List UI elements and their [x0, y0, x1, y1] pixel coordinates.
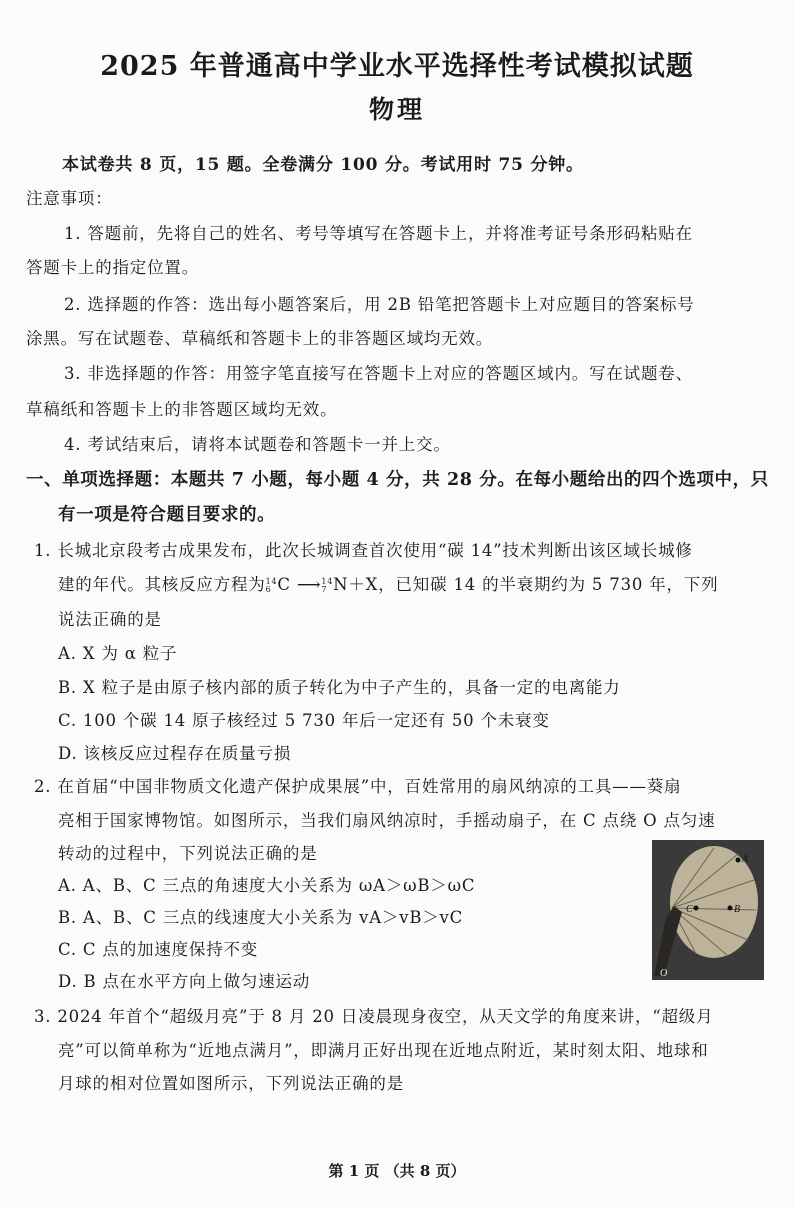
- question-1-stem-end: 说法正确的是: [58, 610, 162, 629]
- option-d: D. 该核反应过程存在质量亏损: [58, 744, 292, 763]
- fan-figure: [652, 840, 764, 980]
- point-c-marker: [694, 906, 699, 911]
- charge-number: 7: [321, 584, 328, 594]
- point-b-marker: [728, 906, 733, 911]
- notice-line: 答题卡上的指定位置。: [26, 258, 199, 277]
- exam-title: 2025 年普通高中学业水平选择性考试模拟试题: [100, 51, 694, 82]
- notice-line: 3. 非选择题的作答：用签字笔直接写在答题卡上对应的答题区域内。写在试题卷、: [64, 364, 693, 383]
- equation-arrow: C ⟶: [277, 575, 322, 594]
- question-1-equation-line: [58, 571, 718, 595]
- notice-line: 4. 考试结束后，请将本试题卷和答题卡一并上交。: [64, 435, 451, 454]
- option-d: D. B 点在水平方向上做匀速运动: [58, 972, 311, 991]
- equation-suffix: N＋X，已知碳 14 的半衰期约为 5 730 年，下列: [333, 575, 719, 594]
- option-b: B. X 粒子是由原子核内部的质子转化为中子产生的，具备一定的电离能力: [58, 678, 621, 697]
- option-b: B. A、B、C 三点的线速度大小关系为 vA＞vB＞vC: [58, 908, 464, 927]
- label-b: B: [734, 904, 741, 915]
- question-3-stem: 3. 2024 年首个“超级月亮”于 8 月 20 日凌晨现身夜空，从天文学的角度来讲，“超级月: [34, 1007, 714, 1026]
- nuclide-nitrogen-14: [321, 575, 333, 594]
- charge-number: 6: [265, 584, 272, 594]
- mass-number: 14: [265, 576, 278, 586]
- option-c: C. C 点的加速度保持不变: [58, 940, 259, 959]
- nuclide-carbon-14: [266, 575, 278, 594]
- equation-prefix: 建的年代。其核反应方程为: [58, 575, 266, 594]
- label-a: A: [742, 854, 749, 865]
- section-heading-cont: 有一项是符合题目要求的。: [58, 505, 276, 525]
- option-c: C. 100 个碳 14 原子核经过 5 730 年后一定还有 50 个未衰变: [58, 711, 550, 730]
- point-a-marker: [736, 858, 741, 863]
- exam-intro: 本试卷共 8 页，15 题。全卷满分 100 分。考试用时 75 分钟。: [62, 155, 584, 175]
- label-c: C: [686, 904, 693, 915]
- option-a: A. A、B、C 三点的角速度大小关系为 ωA＞ωB＞ωC: [58, 876, 476, 895]
- question-3-stem: 亮”可以简单称为“近地点满月”，即满月正好出现在近地点附近，某时刻太阳、地球和: [58, 1041, 709, 1060]
- question-2-stem: 亮相于国家博物馆。如图所示，当我们扇风纳凉时，手摇动扇子，在 C 点绕 O 点匀速: [58, 811, 716, 830]
- option-a: A. X 为 α 粒子: [58, 644, 178, 663]
- notice-line: 2. 选择题的作答：选出每小题答案后，用 2B 铅笔把答题卡上对应题目的答案标号: [64, 295, 695, 314]
- notice-heading: 注意事项：: [26, 189, 113, 208]
- question-3-stem-end: 月球的相对位置如图所示，下列说法正确的是: [58, 1074, 404, 1093]
- section-heading: 一、单项选择题：本题共 7 小题，每小题 4 分，共 28 分。在每小题给出的四个选项中，只: [26, 470, 769, 490]
- page-footer: 第 1 页 （共 8 页）: [328, 1162, 466, 1180]
- question-2-stem-end: 转动的过程中，下列说法正确的是: [58, 844, 318, 863]
- exam-subject: 物理: [368, 95, 425, 124]
- notice-line: 涂黑。写在试题卷、草稿纸和答题卡上的非答题区域均无效。: [26, 329, 494, 348]
- notice-line: 草稿纸和答题卡上的非答题区域均无效。: [26, 400, 338, 419]
- mass-number: 14: [321, 576, 334, 586]
- question-2-stem: 2. 在首届“中国非物质文化遗产保护成果展”中，百姓常用的扇风纳凉的工具——葵扇: [34, 777, 682, 796]
- notice-line: 1. 答题前，先将自己的姓名、考号等填写在答题卡上，并将准考证号条形码粘贴在: [64, 224, 693, 243]
- question-1-stem: 1. 长城北京段考古成果发布，此次长城调查首次使用“碳 14”技术判断出该区域长城修: [34, 541, 693, 560]
- label-o: O: [660, 968, 668, 979]
